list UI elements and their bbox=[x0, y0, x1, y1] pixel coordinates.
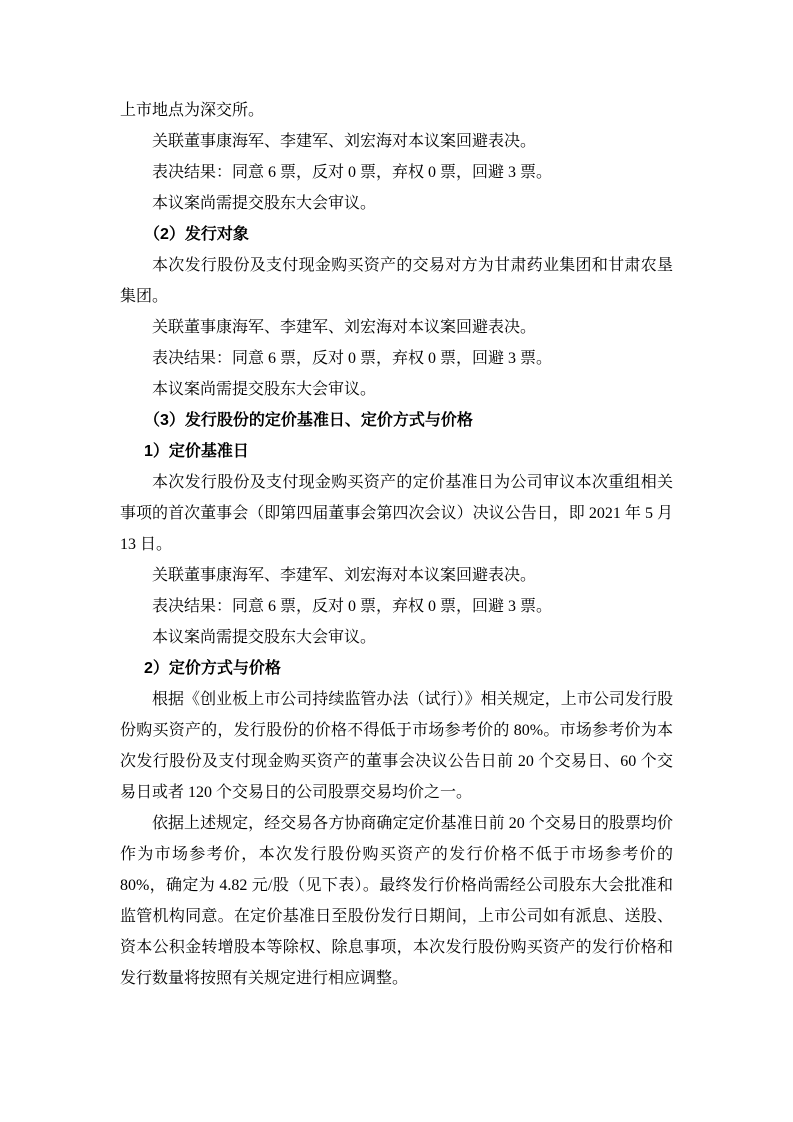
paragraph: 本次发行股份及支付现金购买资产的交易对方为甘肃药业集团和甘肃农垦集团。 bbox=[120, 257, 673, 305]
paragraph: 关联董事康海军、李建军、刘宏海对本议案回避表决。 bbox=[152, 567, 537, 584]
paragraph: 表决结果：同意 6 票，反对 0 票，弃权 0 票，回避 3 票。 bbox=[152, 350, 553, 367]
paragraph: 关联董事康海军、李建军、刘宏海对本议案回避表决。 bbox=[152, 319, 537, 336]
paragraph: 表决结果：同意 6 票，反对 0 票，弃权 0 票，回避 3 票。 bbox=[152, 598, 553, 615]
section-heading: （3）发行股份的定价基准日、定价方式与价格 bbox=[144, 412, 473, 429]
paragraph: 本次发行股份及支付现金购买资产的定价基准日为公司审议本次重组相关事项的首次董事会（即第四届董事会第四次会议）决议公告日，即 2021 年 5 月 13 日。 bbox=[120, 474, 673, 553]
paragraph: 本议案尚需提交股东大会审议。 bbox=[152, 629, 377, 646]
paragraph: 关联董事康海军、李建军、刘宏海对本议案回避表决。 bbox=[152, 133, 537, 150]
paragraph: 表决结果：同意 6 票，反对 0 票，弃权 0 票，回避 3 票。 bbox=[152, 164, 553, 181]
content-area bbox=[120, 95, 673, 994]
paragraph: 本议案尚需提交股东大会审议。 bbox=[152, 381, 377, 398]
section-heading: （2）发行对象 bbox=[144, 226, 249, 243]
section-heading: 2）定价方式与价格 bbox=[144, 660, 281, 677]
section-heading: 1）定价基准日 bbox=[144, 443, 249, 460]
paragraph: 上市地点为深交所。 bbox=[120, 102, 265, 119]
paragraph: 本议案尚需提交股东大会审议。 bbox=[152, 195, 377, 212]
paragraph: 依据上述规定，经交易各方协商确定定价基准日前 20 个交易日的股票均价作为市场参考价，本次发行股份购买资产的发行价格不低于市场参考价的 80%，确定为 4.82 元/股（见下表）。最终发行价格尚需经公司股东大会批准和监管机构同意。在定价基准日至股份发行日期间，上市公司如有派息、送股、资本公积金转增股本等除权、除息事项，本次发行股份购买资产的发行价格和发行数量将按照有关规定进行相应调整。 bbox=[120, 815, 673, 987]
paragraph: 根据《创业板上市公司持续监管办法（试行）》相关规定，上市公司发行股份购买资产的，发行股份的价格不得低于市场参考价的 80%。市场参考价为本次发行股份及支付现金购买资产的董事会决议公告日前 20 个交易日、60 个交易日或者 120 个交易日的公司股票交易均价之一。 bbox=[120, 691, 673, 801]
